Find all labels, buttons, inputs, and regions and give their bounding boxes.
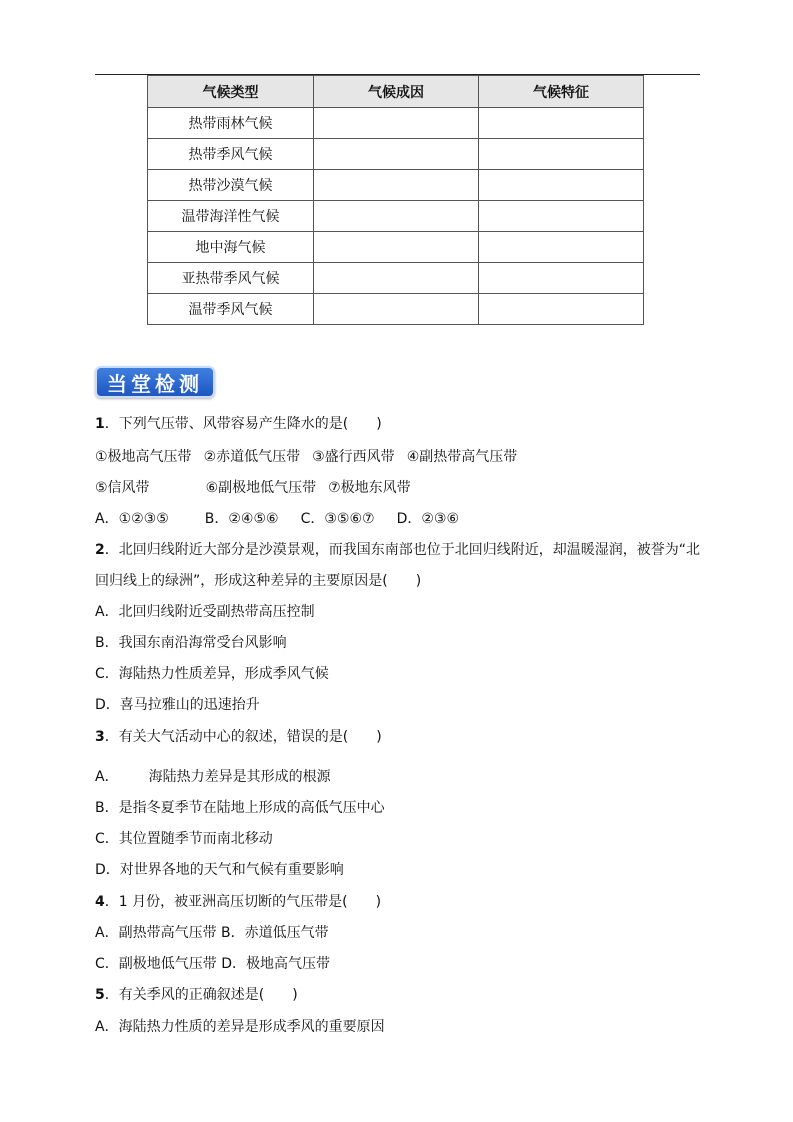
question-text: ．1 月份，被亚洲高压切断的气压带是( ) bbox=[104, 894, 382, 910]
answer-option-a: A．海陆热力性质的差异是形成季风的重要原因 bbox=[95, 1019, 385, 1035]
answer-option-d: D．对世界各地的天气和气候有重要影响 bbox=[95, 862, 344, 878]
climate-type-cell: 温带季风气候 bbox=[148, 294, 314, 325]
empty-cell bbox=[314, 201, 479, 232]
table-header-row bbox=[148, 76, 644, 108]
question-number: 1 bbox=[95, 416, 105, 432]
empty-cell bbox=[479, 139, 644, 170]
question-4-stem bbox=[95, 892, 381, 912]
section-title-badge: 当堂检测 bbox=[95, 366, 215, 398]
question-number: 4 bbox=[95, 894, 105, 910]
empty-cell bbox=[314, 232, 479, 263]
table-row bbox=[148, 294, 644, 325]
question-1-stem bbox=[95, 414, 382, 434]
answer-option-b: B．我国东南沿海常受台风影响 bbox=[95, 635, 287, 651]
option-text: 海陆热力差异是其形成的根源 bbox=[148, 769, 331, 785]
question-2-stem-line-2: 回归线上的绿洲”，形成这种差异的主要原因是( ) bbox=[95, 573, 422, 589]
answer-option-a: A．①②③⑤ bbox=[95, 511, 169, 527]
option-label: A． bbox=[95, 769, 119, 785]
choice-item: ⑦极地东风带 bbox=[328, 480, 411, 496]
table-header-cell: 气候类型 bbox=[148, 76, 314, 108]
question-2-stem-line-1 bbox=[95, 540, 700, 560]
empty-cell bbox=[479, 108, 644, 139]
question-3-stem bbox=[95, 727, 382, 747]
question-text: ．下列气压带、风带容易产生降水的是( ) bbox=[104, 416, 382, 432]
empty-cell bbox=[314, 139, 479, 170]
answer-option-d: D．喜马拉雅山的迅速抬升 bbox=[95, 697, 260, 713]
climate-type-cell: 热带雨林气候 bbox=[148, 108, 314, 139]
answer-option-c: C．其位置随季节而南北移动 bbox=[95, 831, 273, 847]
choice-item: ⑥副极地低气压带 bbox=[205, 480, 317, 496]
answer-option-c: C．③⑤⑥⑦ bbox=[300, 511, 375, 527]
question-5-stem bbox=[95, 985, 298, 1005]
table-row bbox=[148, 232, 644, 263]
climate-type-cell: 热带沙漠气候 bbox=[148, 170, 314, 201]
choice-item: ①极地高气压带 bbox=[95, 449, 192, 465]
answer-options-cd: C．副极地低气压带 D．极地高气压带 bbox=[95, 956, 331, 972]
choice-item: ⑤信风带 bbox=[95, 480, 150, 496]
table-row bbox=[148, 201, 644, 232]
question-number: 3 bbox=[95, 729, 105, 745]
question-1-items-row-1 bbox=[95, 447, 517, 467]
answer-option-d: D．②③⑥ bbox=[396, 511, 460, 527]
answer-options-ab: A．副热带高气压带 B．赤道低压气带 bbox=[95, 925, 329, 941]
answer-option-c: C．海陆热力性质差异，形成季风气候 bbox=[95, 666, 329, 682]
empty-cell bbox=[314, 170, 479, 201]
empty-cell bbox=[479, 294, 644, 325]
empty-cell bbox=[314, 108, 479, 139]
empty-cell bbox=[479, 170, 644, 201]
climate-type-cell: 热带季风气候 bbox=[148, 139, 314, 170]
table-row bbox=[148, 139, 644, 170]
question-number: 5 bbox=[95, 987, 105, 1003]
answer-option-a bbox=[95, 767, 331, 787]
climate-type-cell: 温带海洋性气候 bbox=[148, 201, 314, 232]
question-1-options bbox=[95, 509, 459, 529]
climate-table bbox=[147, 75, 644, 325]
empty-cell bbox=[479, 201, 644, 232]
empty-cell bbox=[314, 294, 479, 325]
choice-item: ③盛行西风带 bbox=[312, 449, 395, 465]
table-row bbox=[148, 108, 644, 139]
choice-item: ④副热带高气压带 bbox=[406, 449, 518, 465]
empty-cell bbox=[479, 263, 644, 294]
empty-cell bbox=[479, 232, 644, 263]
table-row bbox=[148, 263, 644, 294]
climate-type-cell: 地中海气候 bbox=[148, 232, 314, 263]
answer-option-b: B．是指冬夏季节在陆地上形成的高低气压中心 bbox=[95, 800, 385, 816]
table-header-cell: 气候成因 bbox=[314, 76, 479, 108]
question-number: 2 bbox=[95, 542, 105, 558]
question-text: ．有关大气活动中心的叙述，错误的是( ) bbox=[104, 729, 382, 745]
question-text: ．有关季风的正确叙述是( ) bbox=[104, 987, 298, 1003]
table-row bbox=[148, 170, 644, 201]
question-text: ．北回归线附近大部分是沙漠景观，而我国东南部也位于北回归线附近，却温暖湿润，被誉为“北 bbox=[104, 542, 701, 558]
question-1-items-row-2 bbox=[95, 478, 411, 498]
empty-cell bbox=[314, 263, 479, 294]
answer-option-a: A．北回归线附近受副热带高压控制 bbox=[95, 604, 315, 620]
climate-type-cell: 亚热带季风气候 bbox=[148, 263, 314, 294]
table-header-cell: 气候特征 bbox=[479, 76, 644, 108]
answer-option-b: B．②④⑤⑥ bbox=[204, 511, 279, 527]
choice-item: ②赤道低气压带 bbox=[203, 449, 301, 465]
